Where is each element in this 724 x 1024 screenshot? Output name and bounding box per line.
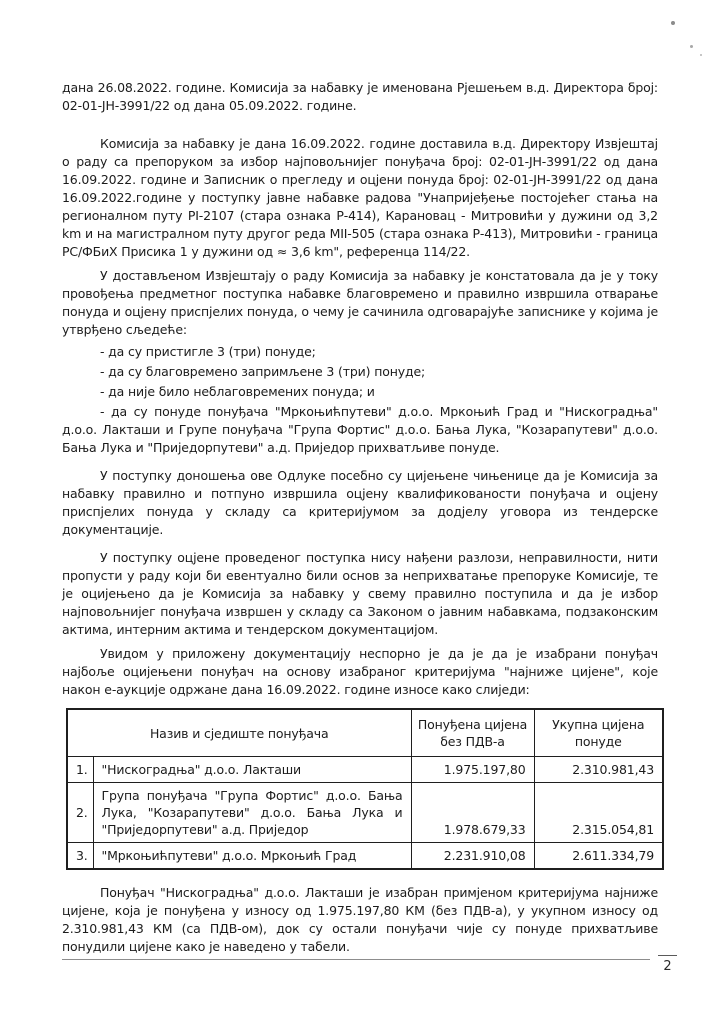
table-row bbox=[67, 757, 663, 783]
total-price: 2.310.981,43 bbox=[534, 757, 663, 783]
row-number: 3. bbox=[67, 843, 93, 870]
paragraph-review: Увидом у приложену документацију неспорно је да је да је изабрани понуђач најбоље оцијењени понуђач на основу изабраног критеријума "најниже цијене", које након е-аукције одржане дана 16.09.2022. године износе како слиједи: bbox=[62, 646, 658, 697]
scan-speck bbox=[690, 45, 693, 48]
paragraph-report: Комисија за набавку је дана 16.09.2022. године доставила в.д. Директору Извјештај о раду са препоруком за избор најповољнијег понуђача број: 02-01-ЈН-3991/22 од дана 16.09.2022. године и Записник о прегледу и оцјени понуда број: 02-01-ЈН-3991/22 од дана 16.09.2022.године у поступку јавне набавке радова "Унапријеђење постојећег стања на регионалном путу РI-2107 (стара ознака Р-414), Карановац - Митровићи у дужини од 3,2 km и на магистралном путу другог реда МII-505 (стара ознака Р-413), Митровићи - граница РС/ФБиХ Присика 1 у дужини од ≈ 3,6 km", референца 114/22. bbox=[62, 136, 658, 259]
price-without-vat: 1.975.197,80 bbox=[411, 757, 534, 783]
footer-divider bbox=[62, 959, 650, 960]
column-header-price-without-vat: Понуђена цијена без ПДВ-а bbox=[411, 709, 534, 757]
table-header-row bbox=[67, 709, 663, 757]
total-price: 2.315.054,81 bbox=[534, 783, 663, 843]
paragraph-decision: У поступку доношења ове Одлуке посебно су цијењене чињенице да је Комисија за набавку правилно и потпуно извршила оцјену квалификованости понуђача и оцјену приспјелих понуда у складу са критеријумом за додјелу уговора из тендерске документације. bbox=[62, 468, 658, 537]
paragraph-intro: дана 26.08.2022. године. Комисија за набавку је именована Рјешењем в.д. Директора број: 02-01-ЈН-3991/22 од дана 05.09.2022. године. bbox=[62, 80, 658, 113]
page-number: 2 bbox=[658, 955, 677, 974]
bullet-item: - да су понуде понуђача "Мркоњићпутеви" д.о.о. Мркоњић Град и "Нискоградња" д.о.о. Лакташи и Групе понуђача "Група Фортис" д.о.о. Бања Лука, "Козарапутеви" д.о.о. Бања Лука и "Приједорпутеви" а.д. Приједор прихватљиве понуде. bbox=[62, 404, 658, 455]
column-header-bidder-name: Назив и сједиште понуђача bbox=[67, 709, 411, 757]
total-price: 2.611.334,79 bbox=[534, 843, 663, 870]
table-row bbox=[67, 783, 663, 843]
bidder-name: Група понуђача "Група Фортис" д.о.о. Бања Лука, "Козарапутеви" д.о.о. Бања Лука и "Приједорпутеви" а.д. Приједор bbox=[93, 783, 411, 843]
table-row bbox=[67, 843, 663, 870]
bidder-name: "Мркоњићпутеви" д.о.о. Мркоњић Град bbox=[93, 843, 411, 870]
bidder-name: "Нискоградња" д.о.о. Лакташи bbox=[93, 757, 411, 783]
row-number: 1. bbox=[67, 757, 93, 783]
price-without-vat: 1.978.679,33 bbox=[411, 783, 534, 843]
bullet-item: - да су пристигле 3 (три) понуде; bbox=[100, 344, 316, 359]
document-body bbox=[62, 79, 658, 956]
row-number: 2. bbox=[67, 783, 93, 843]
offers-table bbox=[66, 708, 664, 870]
paragraph-evaluation: У поступку оцјене проведеног поступка нису нађени разлози, неправилности, нити пропусти у раду који би евентуално били основ за неприхватање препоруке Комисије, те је оцијењено да је Комисија за набавку у свему правилно поступила и да је избор најповољнијег понуђача извршен у складу са Законом о јавним набавкама, подзаконским актима, интерним актима и тендерском документацијом. bbox=[62, 550, 658, 637]
paragraph-findings: У достављеном Извјештају о раду Комисија за набавку је констатовала да је у току провођења предметног поступка набавке благовремено и правилно извршила отварање понуда и оцјену приспјелих понуда, о чему је сачинила одговарајуће записнике у којима је утврђено сљедеће: bbox=[62, 268, 658, 337]
price-without-vat: 2.231.910,08 bbox=[411, 843, 534, 870]
scan-speck bbox=[671, 21, 675, 25]
bullet-item: - да није било неблаговремених понуда; и bbox=[100, 384, 375, 399]
paragraph-conclusion: Понуђач "Нискоградња" д.о.о. Лакташи је изабран примјеном критеријума најниже цијене, која је понуђена у износу од 1.975.197,80 КМ (без ПДВ-а), у укупном износу од 2.310.981,43 КМ (са ПДВ-ом), док су остали понуђачи чије су понуде прихватљиве понудили цијене како је наведено у табели. bbox=[62, 885, 658, 954]
column-header-total-price: Укупна цијена понуде bbox=[534, 709, 663, 757]
scan-speck bbox=[700, 54, 702, 56]
bullet-item: - да су благовремено запримљене 3 (три) понуде; bbox=[100, 364, 426, 379]
